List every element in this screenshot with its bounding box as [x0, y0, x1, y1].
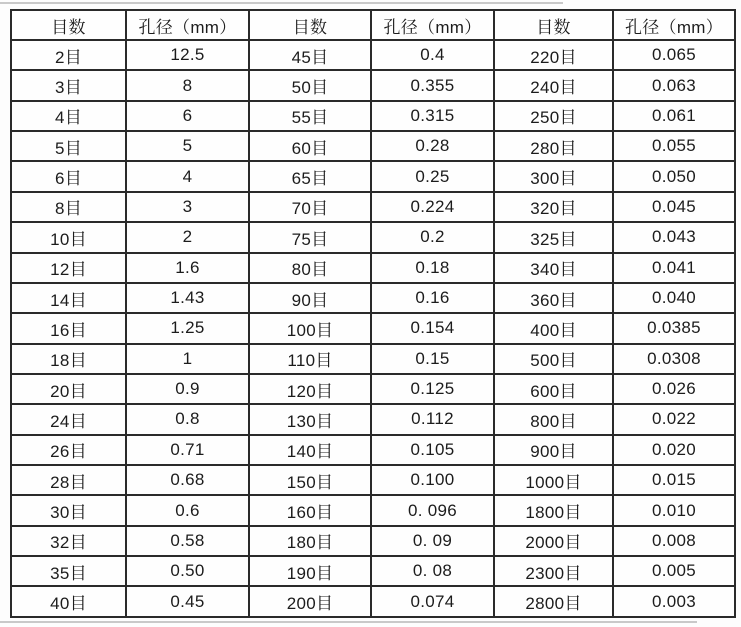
aperture-cell: 0. 08: [371, 556, 494, 586]
aperture-cell: 0.315: [371, 101, 494, 131]
aperture-cell: 0. 096: [371, 495, 494, 525]
table-row: [11, 131, 735, 161]
mesh-cell: 325目: [494, 222, 613, 252]
header-cell-mesh: 目数: [494, 10, 613, 40]
aperture-cell: 0.015: [613, 465, 735, 495]
mesh-cell: 1000目: [494, 465, 613, 495]
mesh-cell: 32目: [11, 526, 126, 556]
table-row: [11, 70, 735, 100]
mesh-cell: 14目: [11, 283, 126, 313]
aperture-cell: 0.45: [126, 586, 249, 617]
mesh-cell: 180目: [249, 526, 371, 556]
table-row: [11, 526, 735, 556]
header-cell-mesh: 目数: [11, 10, 126, 40]
table-row: [11, 404, 735, 434]
aperture-cell: 0.9: [126, 374, 249, 404]
aperture-cell: 0.050: [613, 161, 735, 191]
mesh-cell: 45目: [249, 40, 371, 70]
aperture-cell: 3: [126, 192, 249, 222]
aperture-cell: 0.28: [371, 131, 494, 161]
table-row: [11, 40, 735, 70]
aperture-cell: 0.154: [371, 313, 494, 343]
cropped-top-line: [0, 2, 563, 4]
aperture-cell: 8: [126, 70, 249, 100]
table-row: [11, 313, 735, 343]
mesh-cell: 4目: [11, 101, 126, 131]
aperture-cell: 0.063: [613, 70, 735, 100]
mesh-cell: 400目: [494, 313, 613, 343]
mesh-cell: 360目: [494, 283, 613, 313]
table-row: [11, 435, 735, 465]
mesh-cell: 800目: [494, 404, 613, 434]
mesh-cell: 30目: [11, 495, 126, 525]
aperture-cell: 0.2: [371, 222, 494, 252]
cropped-bottom-line: [0, 621, 697, 623]
header-cell-aperture: 孔径（mm）: [126, 10, 249, 40]
mesh-cell: 160目: [249, 495, 371, 525]
aperture-cell: 0.100: [371, 465, 494, 495]
table-row: [11, 253, 735, 283]
aperture-cell: 12.5: [126, 40, 249, 70]
table-row: [11, 495, 735, 525]
aperture-cell: 1.43: [126, 283, 249, 313]
aperture-cell: 1.25: [126, 313, 249, 343]
aperture-cell: 0.18: [371, 253, 494, 283]
table-row: [11, 283, 735, 313]
aperture-cell: 1.6: [126, 253, 249, 283]
mesh-cell: 5目: [11, 131, 126, 161]
aperture-cell: 0.005: [613, 556, 735, 586]
mesh-cell: 75目: [249, 222, 371, 252]
mesh-cell: 10目: [11, 222, 126, 252]
aperture-cell: 0.010: [613, 495, 735, 525]
aperture-cell: 0.71: [126, 435, 249, 465]
aperture-cell: 0.020: [613, 435, 735, 465]
mesh-cell: 150目: [249, 465, 371, 495]
mesh-cell: 24目: [11, 404, 126, 434]
mesh-cell: 120目: [249, 374, 371, 404]
aperture-cell: 0.022: [613, 404, 735, 434]
mesh-cell: 190目: [249, 556, 371, 586]
mesh-cell: 140目: [249, 435, 371, 465]
mesh-cell: 220目: [494, 40, 613, 70]
aperture-cell: 0.68: [126, 465, 249, 495]
header-cell-mesh: 目数: [249, 10, 371, 40]
aperture-cell: 4: [126, 161, 249, 191]
mesh-cell: 90目: [249, 283, 371, 313]
mesh-cell: 3目: [11, 70, 126, 100]
mesh-cell: 55目: [249, 101, 371, 131]
mesh-cell: 130目: [249, 404, 371, 434]
mesh-cell: 240目: [494, 70, 613, 100]
table-row: [11, 586, 735, 617]
mesh-cell: 18目: [11, 344, 126, 374]
mesh-cell: 900目: [494, 435, 613, 465]
aperture-cell: 0.055: [613, 131, 735, 161]
table-row: [11, 374, 735, 404]
aperture-cell: 0.026: [613, 374, 735, 404]
mesh-cell: 200目: [249, 586, 371, 617]
aperture-cell: 0. 09: [371, 526, 494, 556]
mesh-cell: 60目: [249, 131, 371, 161]
mesh-cell: 600目: [494, 374, 613, 404]
mesh-cell: 50目: [249, 70, 371, 100]
aperture-cell: 1: [126, 344, 249, 374]
aperture-cell: 0.0308: [613, 344, 735, 374]
table-row: [11, 222, 735, 252]
aperture-cell: 0.224: [371, 192, 494, 222]
aperture-cell: 0.50: [126, 556, 249, 586]
table-row: [11, 161, 735, 191]
aperture-cell: 0.043: [613, 222, 735, 252]
aperture-cell: 0.045: [613, 192, 735, 222]
mesh-cell: 40目: [11, 586, 126, 617]
mesh-cell: 340目: [494, 253, 613, 283]
aperture-cell: 0.58: [126, 526, 249, 556]
mesh-cell: 28目: [11, 465, 126, 495]
aperture-cell: 0.041: [613, 253, 735, 283]
mesh-cell: 2300目: [494, 556, 613, 586]
aperture-cell: 0.355: [371, 70, 494, 100]
mesh-cell: 250目: [494, 101, 613, 131]
table-body: [11, 40, 735, 617]
mesh-cell: 35目: [11, 556, 126, 586]
mesh-cell: 65目: [249, 161, 371, 191]
table-row: [11, 344, 735, 374]
mesh-cell: 110目: [249, 344, 371, 374]
mesh-cell: 500目: [494, 344, 613, 374]
aperture-cell: 0.16: [371, 283, 494, 313]
aperture-cell: 0.0385: [613, 313, 735, 343]
mesh-cell: 12目: [11, 253, 126, 283]
table-row: [11, 465, 735, 495]
aperture-cell: 0.065: [613, 40, 735, 70]
mesh-cell: 1800目: [494, 495, 613, 525]
mesh-cell: 16目: [11, 313, 126, 343]
mesh-cell: 320目: [494, 192, 613, 222]
mesh-cell: 2800目: [494, 586, 613, 617]
aperture-cell: 0.074: [371, 586, 494, 617]
header-cell-aperture: 孔径（mm）: [613, 10, 735, 40]
aperture-cell: 0.061: [613, 101, 735, 131]
header-row: [11, 10, 735, 40]
aperture-cell: 0.25: [371, 161, 494, 191]
aperture-cell: 0.112: [371, 404, 494, 434]
table-row: [11, 556, 735, 586]
mesh-cell: 300目: [494, 161, 613, 191]
mesh-cell: 6目: [11, 161, 126, 191]
mesh-cell: 2000目: [494, 526, 613, 556]
table-row: [11, 192, 735, 222]
aperture-cell: 0.4: [371, 40, 494, 70]
mesh-cell: 80目: [249, 253, 371, 283]
mesh-aperture-table: [10, 9, 736, 618]
table-row: [11, 101, 735, 131]
aperture-cell: 0.003: [613, 586, 735, 617]
aperture-cell: 0.15: [371, 344, 494, 374]
mesh-cell: 100目: [249, 313, 371, 343]
header-cell-aperture: 孔径（mm）: [371, 10, 494, 40]
mesh-cell: 20目: [11, 374, 126, 404]
mesh-cell: 70目: [249, 192, 371, 222]
mesh-cell: 280目: [494, 131, 613, 161]
aperture-cell: 2: [126, 222, 249, 252]
aperture-cell: 0.008: [613, 526, 735, 556]
aperture-cell: 0.040: [613, 283, 735, 313]
aperture-cell: 5: [126, 131, 249, 161]
aperture-cell: 6: [126, 101, 249, 131]
mesh-cell: 8目: [11, 192, 126, 222]
aperture-cell: 0.6: [126, 495, 249, 525]
aperture-cell: 0.125: [371, 374, 494, 404]
mesh-cell: 26目: [11, 435, 126, 465]
aperture-cell: 0.105: [371, 435, 494, 465]
aperture-cell: 0.8: [126, 404, 249, 434]
mesh-cell: 2目: [11, 40, 126, 70]
